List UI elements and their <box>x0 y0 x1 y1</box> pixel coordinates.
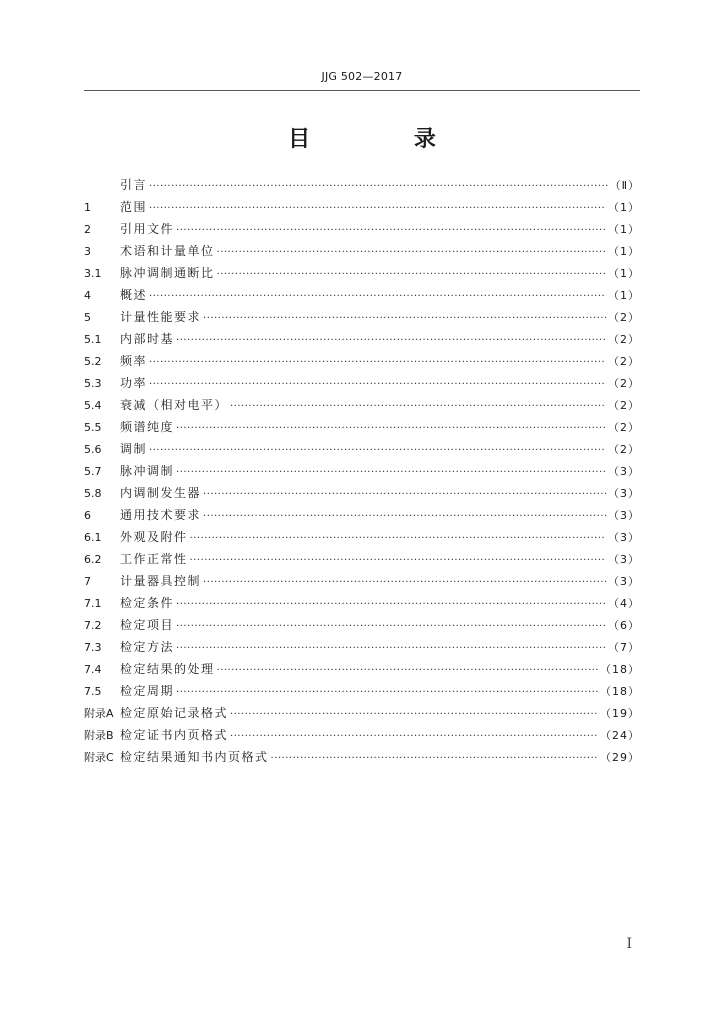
entry-page: （2） <box>608 399 640 412</box>
toc-entry[interactable] <box>84 242 640 264</box>
entry-page: （19） <box>600 707 640 720</box>
dot-leader <box>176 687 598 698</box>
dot-leader <box>149 291 606 302</box>
entry-label: 检定结果的处理 <box>120 662 215 676</box>
entry-page: （2） <box>608 421 640 434</box>
dot-leader <box>203 577 606 588</box>
dot-leader <box>149 203 606 214</box>
entry-label: 频率 <box>120 354 148 368</box>
entry-number: 附录A <box>84 707 114 720</box>
entry-label: 脉冲调制 <box>120 464 175 478</box>
entry-number: 6.2 <box>84 553 102 566</box>
entry-label: 工作正常性 <box>120 552 188 566</box>
dot-leader <box>176 467 606 478</box>
toc-entry[interactable] <box>84 220 640 242</box>
toc-entry[interactable] <box>84 660 640 682</box>
toc-entry[interactable] <box>84 462 640 484</box>
toc-entry[interactable] <box>84 748 640 770</box>
entry-number: 7.4 <box>84 663 102 676</box>
entry-label: 通用技术要求 <box>120 508 202 522</box>
entry-label: 概述 <box>120 288 148 302</box>
entry-label: 外观及附件 <box>120 530 188 544</box>
entry-page: （3） <box>608 553 640 566</box>
entry-number: 3.1 <box>84 267 102 280</box>
entry-number: 7 <box>84 575 91 588</box>
entry-label: 检定原始记录格式 <box>120 706 229 720</box>
entry-page: （2） <box>608 443 640 456</box>
entry-label: 范围 <box>120 200 148 214</box>
toc-entry[interactable] <box>84 330 640 352</box>
entry-page: （18） <box>600 663 640 676</box>
entry-label: 脉冲调制通断比 <box>120 266 215 280</box>
dot-leader <box>176 423 606 434</box>
entry-label: 内调制发生器 <box>120 486 202 500</box>
entry-label: 衰减（相对电平） <box>120 398 229 412</box>
entry-number: 4 <box>84 289 91 302</box>
dot-leader <box>203 511 606 522</box>
entry-page: （1） <box>608 267 640 280</box>
table-of-contents <box>84 176 640 770</box>
entry-number: 5.7 <box>84 465 102 478</box>
entry-page: （Ⅱ） <box>609 179 640 192</box>
dot-leader <box>176 225 606 236</box>
toc-title: 目 录 <box>288 127 484 152</box>
entry-number: 5.5 <box>84 421 102 434</box>
entry-page: （6） <box>608 619 640 632</box>
dot-leader <box>176 335 606 346</box>
entry-number: 7.3 <box>84 641 102 654</box>
dot-leader <box>217 247 606 258</box>
toc-entry[interactable] <box>84 550 640 572</box>
entry-number: 7.1 <box>84 597 102 610</box>
entry-number: 6.1 <box>84 531 102 544</box>
entry-page: （2） <box>608 355 640 368</box>
entry-page: （4） <box>608 597 640 610</box>
entry-page: （3） <box>608 487 640 500</box>
entry-page: （3） <box>608 575 640 588</box>
entry-label: 术语和计量单位 <box>120 244 215 258</box>
toc-entry[interactable] <box>84 594 640 616</box>
entry-page: （29） <box>600 751 640 764</box>
dot-leader <box>203 489 606 500</box>
dot-leader <box>190 555 606 566</box>
toc-entry[interactable] <box>84 286 640 308</box>
toc-entry[interactable] <box>84 374 640 396</box>
entry-label: 检定证书内页格式 <box>120 728 229 742</box>
entry-page: （18） <box>600 685 640 698</box>
toc-entry[interactable] <box>84 440 640 462</box>
entry-number: 5.8 <box>84 487 102 500</box>
dot-leader <box>149 357 606 368</box>
entry-page: （2） <box>608 311 640 324</box>
entry-page: （7） <box>608 641 640 654</box>
dot-leader <box>230 401 606 412</box>
toc-entry[interactable] <box>84 352 640 374</box>
dot-leader <box>149 445 606 456</box>
dot-leader <box>203 313 606 324</box>
dot-leader <box>176 621 606 632</box>
dot-leader <box>217 269 606 280</box>
toc-entry[interactable] <box>84 616 640 638</box>
entry-label: 调制 <box>120 442 148 456</box>
toc-entry[interactable] <box>84 572 640 594</box>
dot-leader <box>190 533 606 544</box>
entry-number: 附录B <box>84 729 114 742</box>
dot-leader <box>149 181 608 192</box>
entry-label: 功率 <box>120 376 148 390</box>
entry-number: 3 <box>84 245 91 258</box>
entry-label: 检定方法 <box>120 640 175 654</box>
toc-entry[interactable] <box>84 176 640 198</box>
entry-number: 5 <box>84 311 91 324</box>
header-divider <box>84 90 640 91</box>
entry-label: 频谱纯度 <box>120 420 175 434</box>
entry-number: 5.1 <box>84 333 102 346</box>
document-code-header: JJG 502—2017 <box>321 70 403 83</box>
entry-page: （3） <box>608 465 640 478</box>
toc-entry[interactable] <box>84 308 640 330</box>
dot-leader <box>271 753 598 764</box>
entry-label: 检定项目 <box>120 618 175 632</box>
dot-leader <box>176 599 606 610</box>
dot-leader <box>230 731 598 742</box>
toc-entry[interactable] <box>84 528 640 550</box>
entry-page: （1） <box>608 223 640 236</box>
toc-entry[interactable] <box>84 682 640 704</box>
toc-entry[interactable] <box>84 506 640 528</box>
entry-number: 7.2 <box>84 619 102 632</box>
page-number: Ⅰ <box>626 936 632 952</box>
toc-entry[interactable] <box>84 418 640 440</box>
entry-number: 5.4 <box>84 399 102 412</box>
entry-number: 5.6 <box>84 443 102 456</box>
dot-leader <box>176 643 606 654</box>
dot-leader <box>230 709 598 720</box>
entry-page: （1） <box>608 201 640 214</box>
entry-label: 内部时基 <box>120 332 175 346</box>
entry-label: 检定周期 <box>120 684 175 698</box>
entry-number: 2 <box>84 223 91 236</box>
entry-page: （2） <box>608 333 640 346</box>
entry-label: 引用文件 <box>120 222 175 236</box>
entry-label: 引言 <box>120 178 148 192</box>
entry-page: （2） <box>608 377 640 390</box>
toc-entry[interactable] <box>84 726 640 748</box>
entry-number: 6 <box>84 509 91 522</box>
entry-number: 7.5 <box>84 685 102 698</box>
toc-entry[interactable] <box>84 484 640 506</box>
entry-page: （3） <box>608 531 640 544</box>
entry-number: 1 <box>84 201 91 214</box>
entry-label: 检定条件 <box>120 596 175 610</box>
entry-number: 5.3 <box>84 377 102 390</box>
toc-entry[interactable] <box>84 396 640 418</box>
entry-label: 计量器具控制 <box>120 574 202 588</box>
entry-page: （24） <box>600 729 640 742</box>
dot-leader <box>217 665 598 676</box>
dot-leader <box>149 379 606 390</box>
entry-label: 检定结果通知书内页格式 <box>120 750 269 764</box>
entry-page: （3） <box>608 509 640 522</box>
entry-number: 附录C <box>84 751 114 764</box>
entry-label: 计量性能要求 <box>120 310 202 324</box>
entry-page: （1） <box>608 289 640 302</box>
toc-entry[interactable] <box>84 638 640 660</box>
entry-page: （1） <box>608 245 640 258</box>
toc-entry[interactable] <box>84 264 640 286</box>
toc-entry[interactable] <box>84 704 640 726</box>
entry-number: 5.2 <box>84 355 102 368</box>
toc-entry[interactable] <box>84 198 640 220</box>
